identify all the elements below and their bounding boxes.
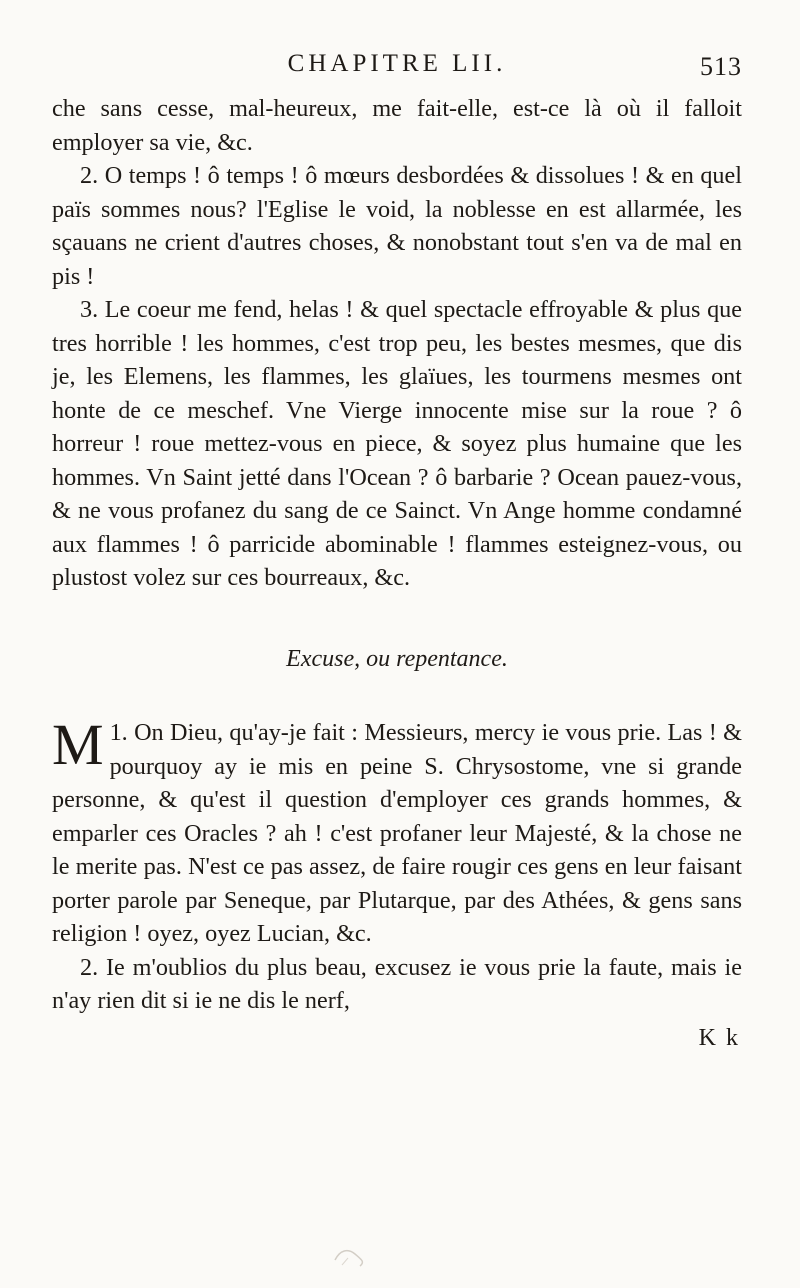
paragraph-excuse-1-text: On Dieu, qu'ay-je fait : Messieurs, mercy ie vous prie. Las ! & pourquoy ay ie mis en peine S. Chrysostome, vne si grande personne, & qu'est il question d'employer ces grands hommes, & emparler ces Oracles ? ah ! c'est profaner leur Majesté, & la chose ne le merite pas. N'est ce pas assez, de faire rougir ces gens en leur faisant porter parole par Seneque, par Plutarque, par des Athées, & gens sans religion ! oyez, oyez Lucian, &c.: [52, 719, 742, 947]
paragraph-3: 3. Le coeur me fend, helas ! & quel spectacle effroyable & plus que tres horrible ! les hommes, c'est trop peu, les bestes mesmes, que dis je, les Elemens, les flammes, les glaïues, les tourmens mesmes ont honte de ce meschef. Vne Vierge innocente mise sur la roue ? ô horreur ! roue mettez-vous en piece, & soyez plus humaine que les hommes. Vn Saint jetté dans l'Ocean ? ô barbarie ? Ocean pauez-vous, & ne vous profanez du sang de ce Sainct. Vn Ange homme condamné aux flammes ! ô parricide abominable ! flammes esteignez-vous, ou plustost volez sur ces bourreaux, &c.: [52, 296, 742, 591]
paragraph-continuation: che sans cesse, mal-heureux, me fait-elle, est-ce là où il falloit employer sa vie, &c.: [52, 95, 742, 156]
paragraph-excuse-2: 2. Ie m'oublios du plus beau, excusez ie vous prie la faute, mais ie n'ay rien dit si ie ne dis le nerf,: [52, 953, 742, 1014]
section-heading: Excuse, ou repentance.: [286, 645, 508, 672]
page-number: 513: [700, 52, 742, 81]
paragraph-number: 1.: [109, 719, 128, 746]
running-title: CHAPITRE LII.: [287, 50, 507, 77]
ink-smudge-icon: [330, 1240, 370, 1270]
drop-capital: M: [52, 712, 104, 777]
page-header: [52, 50, 742, 90]
catchword-signature: K k: [698, 1025, 740, 1051]
paragraph-excuse-1: [52, 712, 742, 951]
body-text: [52, 92, 742, 1018]
paragraph-2: 2. O temps ! ô temps ! ô mœurs desbordées & dissolues ! & en quel païs sommes nous? l'Eglise le void, la noblesse en est allarmée, les sçauans ne crient d'autres choses, & nonobstant tout s'en va de mal en pis !: [52, 162, 742, 290]
